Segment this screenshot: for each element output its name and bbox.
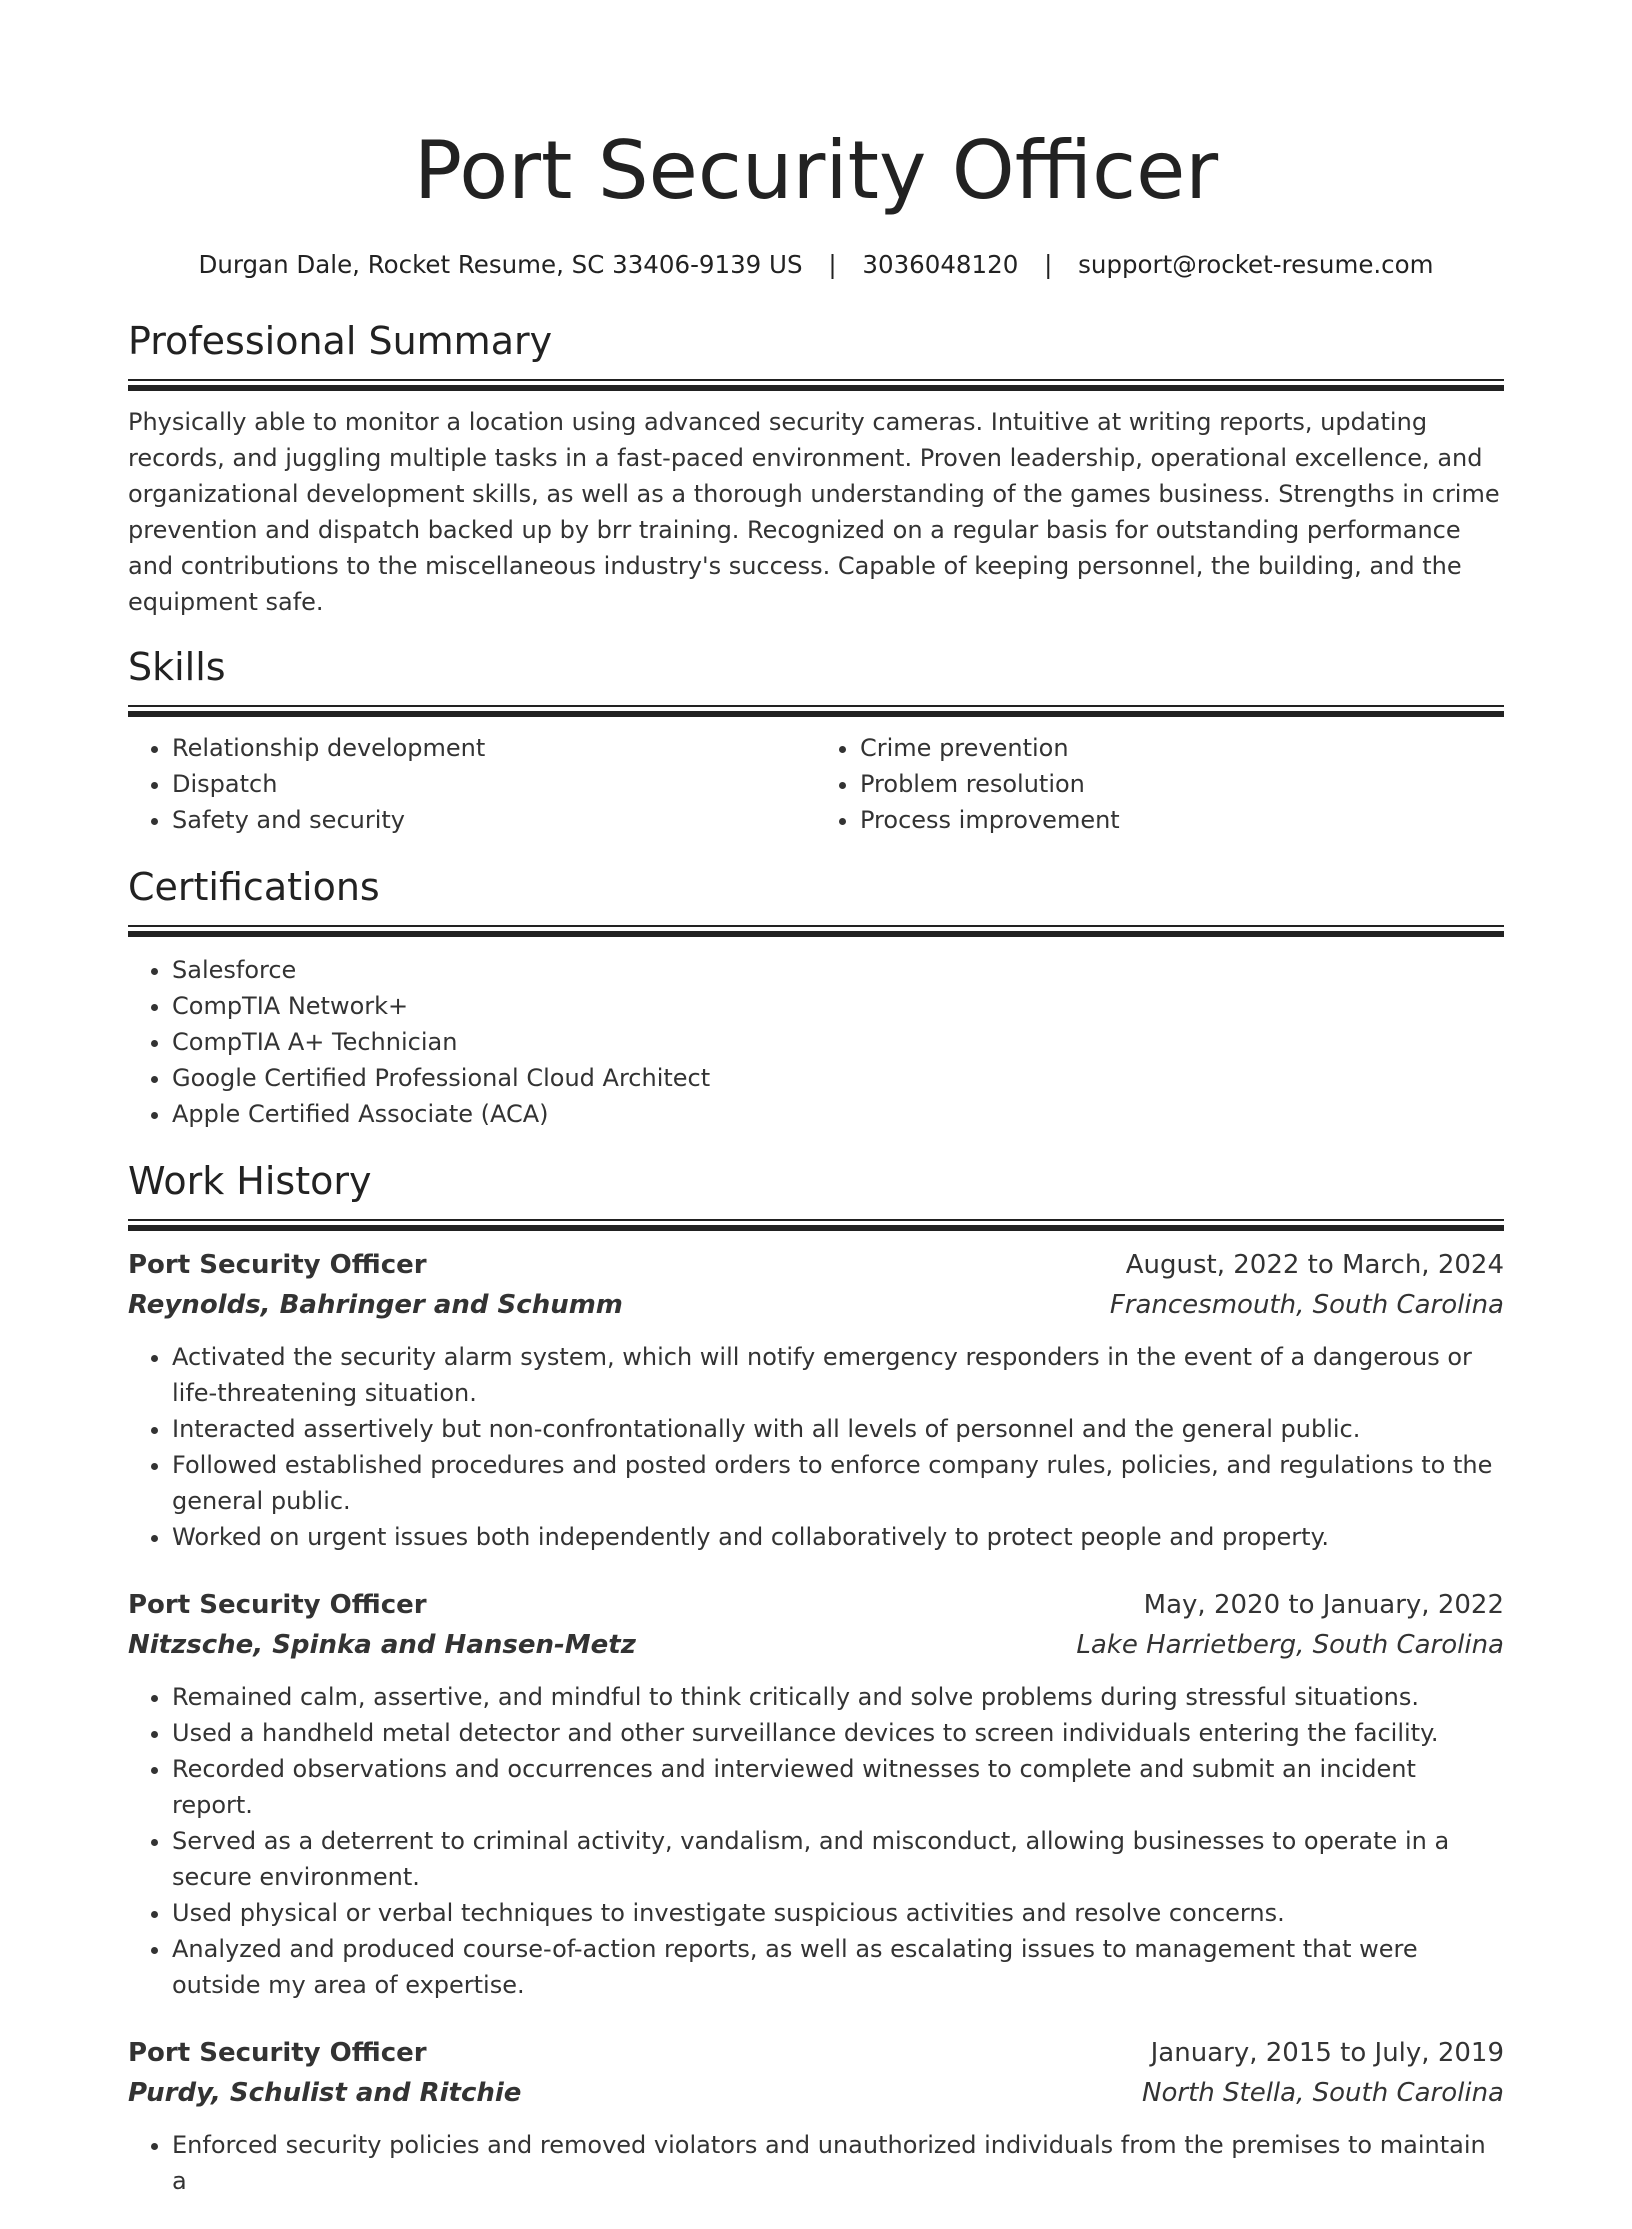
job-title: Port Security Officer xyxy=(128,1590,427,1620)
summary-section xyxy=(128,318,1504,620)
work-history-section xyxy=(128,1158,1504,2199)
contact-phone: 3036048120 xyxy=(862,250,1019,279)
job-bullet: • Served as a deterrent to criminal activity, vandalism, and misconduct, allowing businesses to operate in a secure environment. xyxy=(172,1823,1504,1895)
job-entry xyxy=(128,1245,1504,1555)
skills-heading: Skills xyxy=(128,645,226,689)
skills-grid xyxy=(128,730,1504,838)
summary-text: Physically able to monitor a location using advanced security cameras. Intuitive at writing reports, updating records, and juggling multiple tasks in a fast-paced environment. Proven leadership, operational excellence, and organizational development skills, as well as a thorough understanding of the games business. Strengths in crime prevention and dispatch backed up by brr training. Recognized on a regular basis for outstanding performance and contributions to the miscellaneous industry's success. Capable of keeping personnel, the building, and the equipment safe. xyxy=(128,408,1500,616)
certifications-heading: Certifications xyxy=(128,865,380,909)
certification-item: • Google Certified Professional Cloud Architect xyxy=(172,1060,1504,1096)
job-dates: January, 2015 to July, 2019 xyxy=(1150,2038,1504,2068)
job-dates: May, 2020 to January, 2022 xyxy=(1143,1590,1504,1620)
job-bullet: • Enforced security policies and removed violators and unauthorized individuals from the premises to maintain a xyxy=(172,2127,1504,2199)
work-history-heading: Work History xyxy=(128,1159,372,1203)
section-divider xyxy=(128,379,1504,391)
certifications-list xyxy=(128,952,1504,1132)
certifications-section xyxy=(128,864,1504,1132)
skill-item: • Relationship development xyxy=(172,730,816,766)
job-bullet: • Activated the security alarm system, which will notify emergency responders in the event of a dangerous or life-threatening situation. xyxy=(172,1339,1504,1411)
skill-item: • Problem resolution xyxy=(860,766,1504,802)
certification-item: • CompTIA Network+ xyxy=(172,988,1504,1024)
job-bullet: • Worked on urgent issues both independently and collaboratively to protect people and property. xyxy=(172,1519,1504,1555)
job-bullet: • Interacted assertively but non-confrontationally with all levels of personnel and the general public. xyxy=(172,1411,1504,1447)
certification-item: • Apple Certified Associate (ACA) xyxy=(172,1096,1504,1132)
certification-item: • Salesforce xyxy=(172,952,1504,988)
job-title: Port Security Officer xyxy=(128,2038,427,2068)
job-dates: August, 2022 to March, 2024 xyxy=(1125,1250,1504,1280)
job-bullet: • Used physical or verbal techniques to investigate suspicious activities and resolve concerns. xyxy=(172,1895,1504,1931)
contact-separator: | xyxy=(1044,250,1053,279)
section-divider xyxy=(128,925,1504,937)
resume-title: Port Security Officer xyxy=(413,124,1219,217)
job-location: Francesmouth, South Carolina xyxy=(1109,1290,1504,1320)
resume-page xyxy=(128,0,1504,2229)
job-location: North Stella, South Carolina xyxy=(1142,2078,1504,2108)
job-entry xyxy=(128,1585,1504,2003)
job-company: Nitzsche, Spinka and Hansen-Metz xyxy=(128,1630,636,1660)
contact-line xyxy=(128,250,1504,280)
contact-separator: | xyxy=(828,250,837,279)
job-location: Lake Harrietberg, South Carolina xyxy=(1076,1630,1504,1660)
skill-item: • Crime prevention xyxy=(860,730,1504,766)
job-bullets xyxy=(128,1339,1504,1555)
job-company: Purdy, Schulist and Ritchie xyxy=(128,2078,522,2108)
skills-list-right xyxy=(816,730,1504,838)
section-divider xyxy=(128,705,1504,717)
job-bullet: • Used a handheld metal detector and other surveillance devices to screen individuals entering the facility. xyxy=(172,1715,1504,1751)
summary-heading: Professional Summary xyxy=(128,319,553,363)
job-bullet: • Recorded observations and occurrences and interviewed witnesses to complete and submit an incident report. xyxy=(172,1751,1504,1823)
skill-item: • Safety and security xyxy=(172,802,816,838)
job-bullet: • Followed established procedures and posted orders to enforce company rules, policies, and regulations to the general public. xyxy=(172,1447,1504,1519)
skills-list-left xyxy=(128,730,816,838)
job-title: Port Security Officer xyxy=(128,1250,427,1280)
skill-item: • Dispatch xyxy=(172,766,816,802)
contact-address: Durgan Dale, Rocket Resume, SC 33406-9139 US xyxy=(198,250,803,279)
job-bullet: • Analyzed and produced course-of-action reports, as well as escalating issues to management that were outside my area of expertise. xyxy=(172,1931,1504,2003)
skill-item: • Process improvement xyxy=(860,802,1504,838)
job-bullets xyxy=(128,1679,1504,2003)
job-entry xyxy=(128,2033,1504,2199)
certification-item: • CompTIA A+ Technician xyxy=(172,1024,1504,1060)
job-bullet: • Remained calm, assertive, and mindful to think critically and solve problems during stressful situations. xyxy=(172,1679,1504,1715)
skills-section xyxy=(128,644,1504,838)
job-bullets xyxy=(128,2127,1504,2199)
section-divider xyxy=(128,1219,1504,1231)
job-company: Reynolds, Bahringer and Schumm xyxy=(128,1290,623,1320)
contact-email: support@rocket-resume.com xyxy=(1078,250,1434,279)
